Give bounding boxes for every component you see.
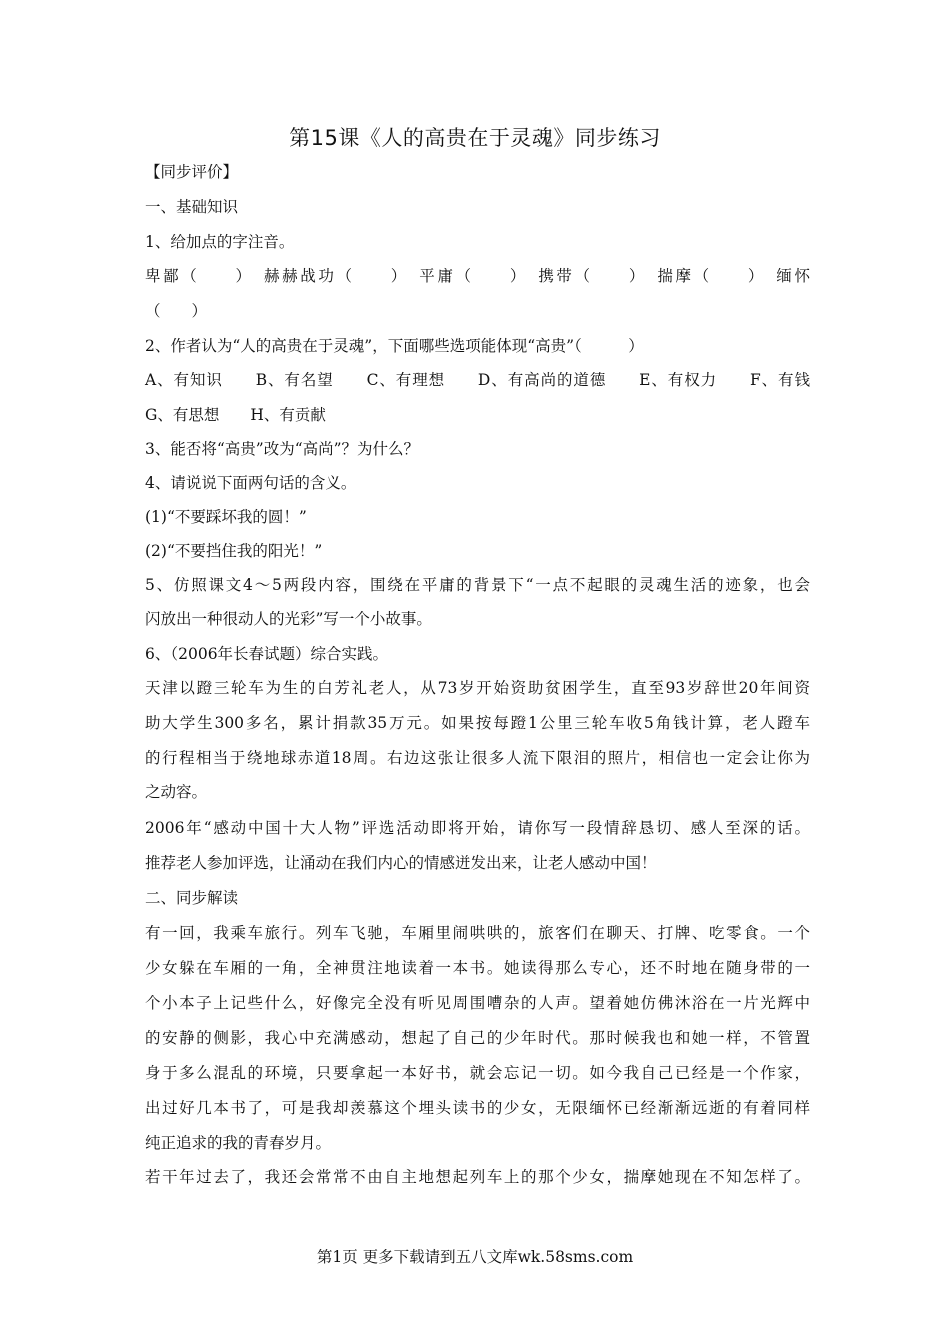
- page-footer: 第1页 更多下载请到五八文库wk.58sms.com: [316, 1248, 634, 1266]
- question-1-words-cont: （ ）: [145, 302, 208, 320]
- reading-text-2: 少女躲在车厢的一角，全神贯注地读着一本书。她读得那么专心，还不时地在随身带的一: [145, 959, 810, 977]
- question-2-options: A、有知识 B、有名望 C、有理想 D、有高尚的道德 E、有权力 F、有钱: [145, 371, 810, 389]
- reading-text-1: 有一回，我乘车旅行。列车飞驰，车厢里闹哄哄的，旅客们在聊天、打牌、吃零食。一个: [145, 924, 810, 942]
- question-6: 6、（2006年长春试题）综合实践。: [145, 645, 389, 663]
- question-5: 5、仿照课文4～5两段内容，围绕在平庸的背景下“一点不起眼的灵魂生活的迹象，也会: [145, 576, 810, 594]
- section-heading-sync-evaluation: 【同步评价】: [145, 163, 239, 181]
- question-1: 1、给加点的字注音。: [145, 233, 295, 251]
- question-3: 3、能否将“高贵”改为“高尚”？为什么？: [145, 440, 420, 458]
- question-2: 2、作者认为“人的高贵在于灵魂”，下面哪些选项能体现“高贵”（ ）: [145, 337, 644, 355]
- question-4-item-2: (2)“不要挡住我的阳光！”: [145, 542, 323, 560]
- question-6-text-6: 推荐老人参加评选，让涌动在我们内心的情感迸发出来，让老人感动中国！: [145, 854, 657, 872]
- question-5-cont: 闪放出一种很动人的光彩”写一个小故事。: [145, 610, 432, 628]
- question-2-options-cont: G、有思想 H、有贡献: [145, 406, 326, 424]
- reading-text-4: 的安静的侧影，我心中充满感动，想起了自己的少年时代。那时候我也和她一样，不管置: [145, 1029, 810, 1047]
- question-6-text-2: 助大学生300多名，累计捐款35万元。如果按每蹬1公里三轮车收5角钱计算，老人蹬车: [145, 714, 810, 732]
- page-title: 第15课《人的高贵在于灵魂》同步练习: [289, 126, 661, 150]
- reading-text-7: 纯正追求的我的青春岁月。: [145, 1134, 332, 1152]
- question-6-text-5: 2006年“感动中国十大人物”评选活动即将开始，请你写一段情辞恳切、感人至深的话。: [145, 819, 810, 837]
- question-6-text-4: 之动容。: [145, 783, 208, 801]
- reading-text-6: 出过好几本书了，可是我却羡慕这个埋头读书的少女，无限缅怀已经渐渐远逝的有着同样: [145, 1099, 810, 1117]
- reading-text-3: 个小本子上记些什么，好像完全没有听见周围嘈杂的人声。望着她仿佛沐浴在一片光辉中: [145, 994, 810, 1012]
- question-1-words: 卑鄙（ ） 赫赫战功（ ） 平庸（ ） 携带（ ） 揣摩（ ） 缅怀: [145, 267, 810, 285]
- reading-text-5: 身于多么混乱的环境，只要拿起一本好书，就会忘记一切。如今我自己已经是一个作家，: [145, 1064, 810, 1082]
- question-6-text-3: 的行程相当于绕地球赤道18周。右边这张让很多人流下限泪的照片，相信也一定会让你为: [145, 749, 810, 767]
- reading-text-8: 若干年过去了，我还会常常不由自主地想起列车上的那个少女，揣摩她现在不知怎样了。: [145, 1168, 810, 1186]
- section-heading-basic-knowledge: 一、基础知识: [145, 198, 239, 216]
- question-4: 4、请说说下面两句话的含义。: [145, 474, 357, 492]
- question-4-item-1: (1)“不要踩坏我的圆！”: [145, 508, 307, 526]
- section-heading-sync-reading: 二、同步解读: [145, 889, 239, 907]
- question-6-text-1: 天津以蹬三轮车为生的白芳礼老人，从73岁开始资助贫困学生，直至93岁辞世20年间资: [145, 679, 810, 697]
